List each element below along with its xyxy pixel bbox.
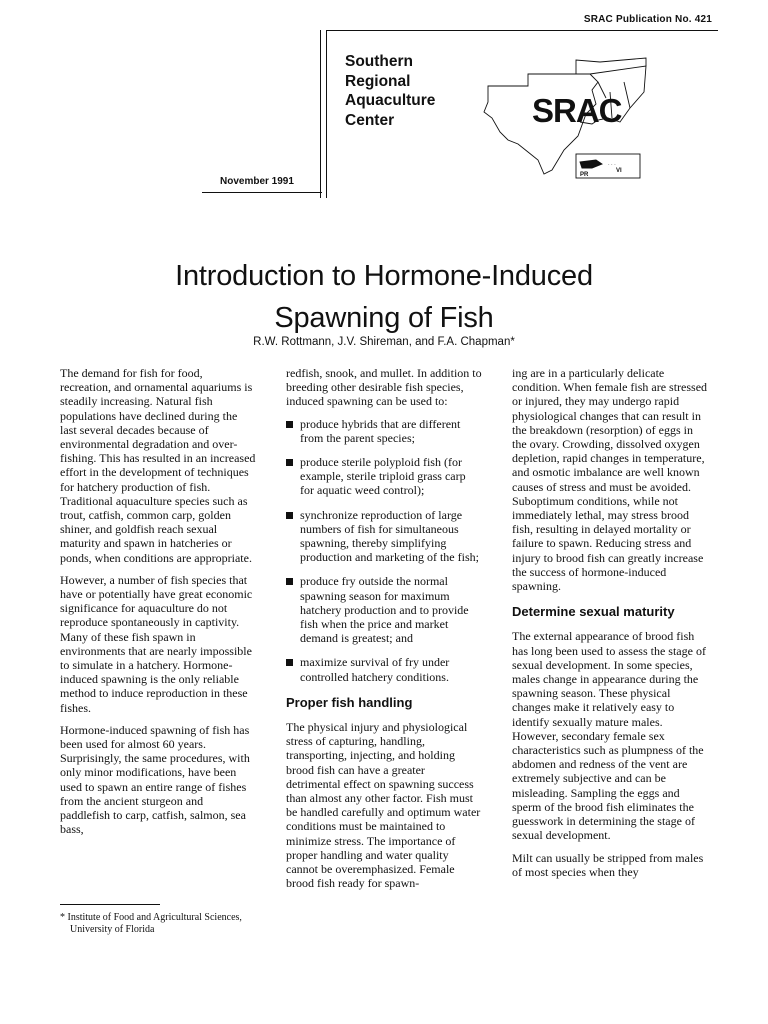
authors: R.W. Rottmann, J.V. Shireman, and F.A. Chapman*: [253, 336, 515, 348]
center-name-line: Aquaculture: [345, 92, 436, 109]
logo-text: SRAC: [532, 92, 622, 129]
paragraph: The physical injury and physiological stress of capturing, handling, transporting, injecting, and holding brood fish can have a greater detrimental effect on spawning success than almost any other factor. Fish must be handled carefully and optimum water conditions must be maintained to minimize stress. The importance of proper handling and water quality cannot be overemphasized. Female brood fish ready for spawn-: [286, 720, 481, 891]
date-rule: [202, 192, 322, 193]
bullet-icon: [286, 459, 293, 466]
paragraph: Hormone-induced spawning of fish has been used for almost 60 years. Surprisingly, the same procedures, with only minor modifications, have been used to spawn an entire range of fishes from the ancient sturgeon and paddlefish to carp, catfish, salmon, sea bass,: [60, 722, 250, 837]
page-title: [60, 255, 708, 339]
title-line: Introduction to Hormone-Induced: [175, 260, 593, 293]
puerto-rico-shape: [580, 160, 602, 168]
vi-dots: · · ·: [608, 162, 616, 168]
center-name-line: Southern: [345, 53, 414, 70]
bullet-icon: [286, 512, 293, 519]
section-heading: Proper fish handling: [286, 694, 413, 710]
center-name-line: Regional: [345, 72, 411, 90]
paragraph: Milt can usually be stripped from males of most species when they: [512, 850, 704, 879]
paragraph: ing are in a particularly delicate condition. When female fish are stressed or injured, they may undergo rapid physiological changes that can result in the breakdown (resorption) of eggs in the ovary. Crowding, dissolved oxygen depletion, rapid changes in temperature, and osmotic imbalance are well known causes of stress and must be avoided. Suboptimum conditions, while not immediately lethal, may stress brood fish, resulting in delayed mortality or failure to spawn. Reducing stress and injury to brood fish can greatly increase the success of hormone-induced spawning.: [512, 366, 708, 594]
paragraph: The demand for fish for food, recreation, and ornamental aquariums is steadily increasing. Natural fish populations have declined during the last several decades because of environmental degradation and over-fishing. This has resulted in an increased effort in the development of techniques for hatchery production of fish. Traditional aquaculture species such as trout, catfish, common carp, golden shiner, and goldfish reach sexual maturity and spawn in hatcheries or ponds, when conditions are appropriate.: [60, 366, 256, 565]
use-list: [286, 417, 482, 684]
header-vertical-bar: [320, 30, 327, 198]
footnote-line: * Institute of Food and Agricultural Sciences,: [60, 912, 242, 923]
publication-date: November 1991: [220, 176, 294, 187]
north-border: [600, 58, 646, 66]
list-item: synchronize reproduction of large numbers of fish for simultaneous spawning, thereby simplifying production and marketing of the fish;: [286, 508, 482, 565]
paragraph: redfish, snook, and mullet. In addition to breeding other desirable fish species, induced spawning can be used to:: [286, 366, 482, 409]
publication-number: SRAC Publication No. 421: [583, 14, 712, 25]
list-item: maximize survival of fry under controlled hatchery conditions.: [286, 655, 482, 683]
list-item: produce fry outside the normal spawning season for maximum hatchery production and to provide fish when the price and market demand is greatest; and: [286, 574, 482, 645]
title-line: Spawning of Fish: [274, 302, 494, 335]
header-rule: [326, 30, 718, 31]
section-heading: Determine sexual maturity: [512, 604, 675, 620]
bullet-icon: [286, 421, 293, 428]
center-name-line: Center: [345, 111, 395, 129]
footnote: [60, 912, 270, 936]
list-item: produce sterile polyploid fish (for example, sterile triploid grass carp for aquatic weed control);: [286, 455, 482, 498]
footnote-line: University of Florida: [70, 924, 155, 935]
center-name: [345, 52, 435, 130]
paragraph: The external appearance of brood fish has long been used to assess the stage of sexual development. In some species, males change in appearance during the spawning season. These physical changes make it relatively easy to identify sexually mature males. However, secondary female sex characteristics such as plumpness of the abdomen and redness of the vent are extremely subjective and can be misleading. Sampling the eggs and sperm of the brood fish eliminates the guesswork in determining the stage of sexual development.: [512, 629, 706, 843]
vi-label: VI: [616, 168, 622, 174]
paragraph: However, a number of fish species that have or potentially have great economic significance for aquaculture do not reproduce spontaneously in captivity. Many of these fish spawn in environments that are nearly impossible to simulate in a hatchery. Hormone-induced spawning is the only reliable method to induce reproduction in these fishes.: [60, 572, 253, 715]
column-3: [512, 366, 708, 887]
kentucky-outline: [576, 60, 600, 74]
bullet-icon: [286, 578, 293, 585]
bullet-icon: [286, 659, 293, 666]
column-1: [60, 366, 256, 845]
list-item: produce hybrids that are different from the parent species;: [286, 417, 482, 445]
pr-label: PR: [580, 172, 589, 178]
srac-map-logo: [480, 52, 648, 184]
footnote-rule: [60, 904, 160, 905]
column-2: [286, 366, 482, 899]
